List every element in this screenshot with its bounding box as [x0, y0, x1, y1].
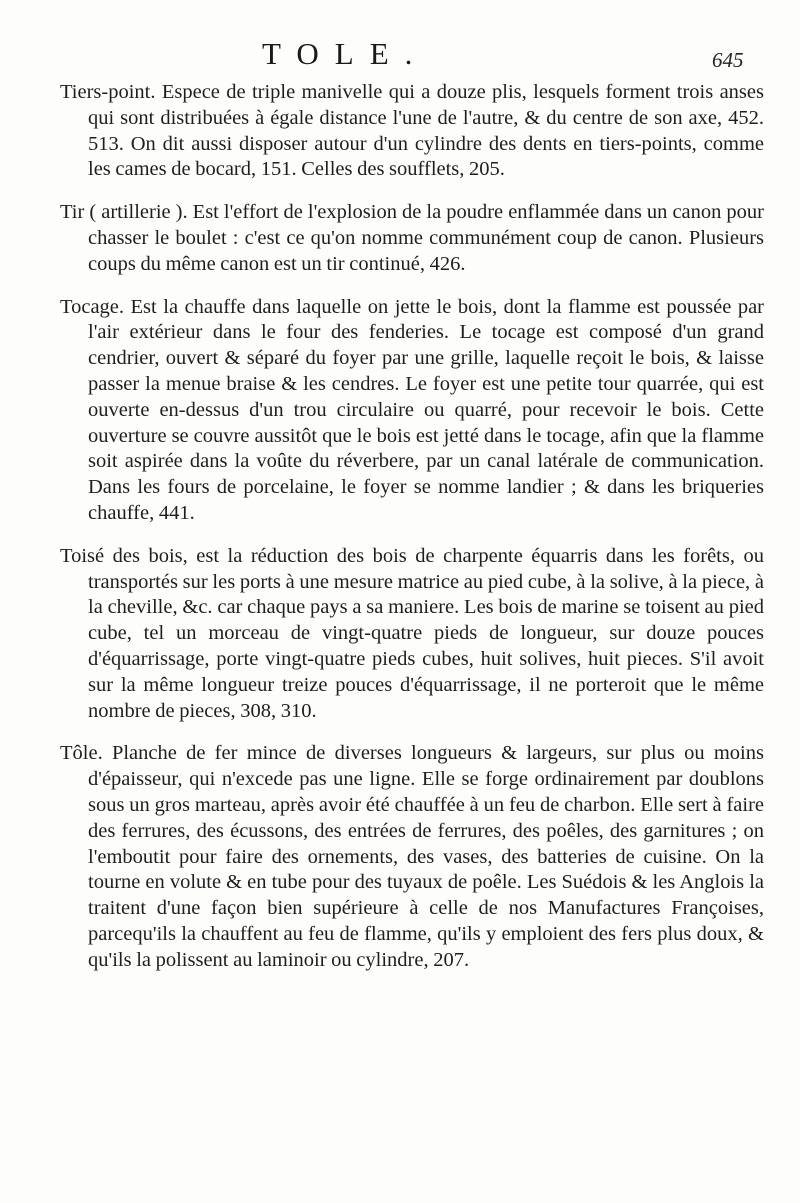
glossary-body [60, 80, 764, 991]
entry-tiers-point: Tiers-point. Espece de triple manivelle qui a douze plis, lesquels forment trois anses qui sont distribuées à égale distance l'une de l'autre, & du centre de son axe, 452. 513. On dit aussi disposer autour d'un cylindre des dents en tiers-points, comme les cames de bocard, 151. Celles des soufflets, 205. [60, 81, 764, 181]
page-number: 645 [712, 48, 744, 72]
page-header [0, 36, 800, 76]
entry-tole: Tôle. Planche de fer mince de diverses longueurs & largeurs, sur plus ou moins d'épaisseur, qui n'excede pas une ligne. Elle se forge ordinairement par doublons sous un gros marteau, après avoir été chauffée à un feu de charbon. Elle sert à faire des ferrures, des écussons, des entrées de ferrures, des poêles, des garnitures ; on l'emboutit pour faire des ornements, des vases, des batteries de cuisine. On la tourne en volute & en tube pour des tuyaux de poêle. Les Suédois & les Anglois la traitent d'une façon bien supérieure à celle de nos Manufactures Françoises, parcequ'ils la chauffent au feu de flamme, qu'ils y emploient des fers plus doux, & qu'ils la polissent au laminoir ou cylindre, 207. [60, 742, 764, 971]
entry-tir: Tir ( artillerie ). Est l'effort de l'explosion de la poudre enflammée dans un canon pour chasser le boulet : c'est ce qu'on nomme communément coup de canon. Plusieurs coups du même canon est un tir continué, 426. [60, 201, 764, 275]
running-head: TOLE. [262, 36, 429, 71]
entry-toise: Toisé des bois, est la réduction des bois de charpente équarris dans les forêts, ou transportés sur les ports à une mesure matrice au pied cube, à la solive, à la piece, à la cheville, &c. car chaque pays a sa maniere. Les bois de marine se toisent au pied cube, tel un morceau de vingt-quatre pieds de longueur, sur douze pouces d'équarrissage, porte vingt-quatre pieds cubes, huit solives, huit pieces. S'il avoit sur la même longueur treize pouces d'équarrissage, il ne porteroit que le même nombre de pieces, 308, 310. [60, 544, 764, 722]
entry-tocage: Tocage. Est la chauffe dans laquelle on jette le bois, dont la flamme est poussée par l'air extérieur dans le four des fenderies. Le tocage est composé d'un grand cendrier, ouvert & séparé du foyer par une grille, laquelle reçoit le bois, & laisse passer la menue braise & les cendres. Le foyer est une petite tour quarrée, qui est ouverte en-dessus d'un trou circulaire ou quarré, pour recevoir le bois. Cette ouverture se couvre aussitôt que le bois est jetté dans le tocage, afin que la flamme soit aspirée dans la voûte du réverbere, par un canal latérale de communication. Dans les fours de porcelaine, le foyer se nomme landier ; & dans les briqueries chauffe, 441. [60, 295, 764, 524]
